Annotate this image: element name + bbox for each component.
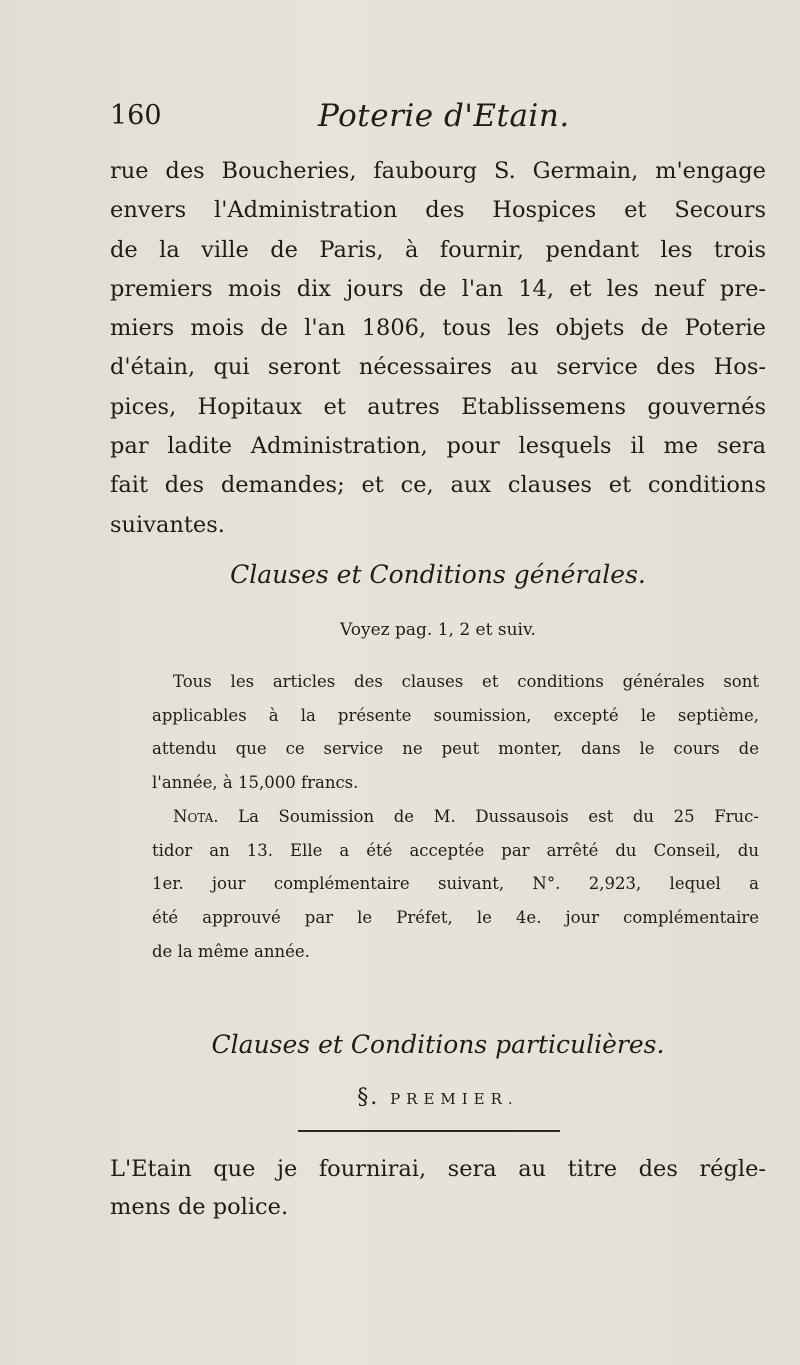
text-line: été approuvé par le Préfet, le 4e. jour complémentaire <box>152 908 759 928</box>
text-line: de la ville de Paris, à fournir, pendant les trois <box>110 236 766 263</box>
running-title: Poterie d'Etain. <box>318 98 570 134</box>
text-line: attendu que ce service ne peut monter, dans le cours de <box>152 739 759 759</box>
text-line <box>173 800 759 834</box>
text-line: l'année, à 15,000 francs. <box>152 773 359 793</box>
text-line: pices, Hopitaux et autres Etablissemens gouvernés <box>110 393 766 420</box>
section-label: PREMIER. <box>390 1090 519 1108</box>
text-line: d'étain, qui seront nécessaires au service des Hos- <box>110 354 766 381</box>
text-line: mens de police. <box>110 1194 289 1220</box>
general-clauses-note <box>152 665 759 800</box>
article-one-text <box>110 1150 766 1226</box>
heading-general-clauses: Clauses et Conditions générales. <box>230 560 646 589</box>
text-line: par ladite Administration, pour lesquels il me sera <box>110 433 766 460</box>
text-line: applicables à la présente soumission, excepté le septième, <box>152 705 759 725</box>
section-sign: §. <box>357 1085 380 1110</box>
section-marker <box>110 1085 766 1110</box>
heading-particular-clauses: Clauses et Conditions particulières. <box>211 1030 665 1059</box>
text-line: L'Etain que je fournirai, sera au titre des régle- <box>110 1156 766 1182</box>
text-line: envers l'Administration des Hospices et Secours <box>110 197 766 224</box>
text-line: suivantes. <box>110 511 225 538</box>
nota-text: La Soumission de M. Dussausois est du 25 Fruc- <box>238 807 759 826</box>
nota-label: Nota. <box>173 807 219 826</box>
text-line: de la même année. <box>152 941 310 961</box>
cross-reference: Voyez pag. 1, 2 et suiv. <box>340 620 536 640</box>
nota-paragraph <box>152 800 759 969</box>
text-line: rue des Boucheries, faubourg S. Germain, m'engage <box>110 158 766 184</box>
text-line: tidor an 13. Elle a été acceptée par arrêté du Conseil, du <box>152 840 759 860</box>
text-line: premiers mois dix jours de l'an 14, et les neuf pre- <box>110 275 766 302</box>
text-line: miers mois de l'an 1806, tous les objets de Poterie <box>110 315 766 342</box>
text-line: fait des demandes; et ce, aux clauses et conditions <box>110 472 766 499</box>
page-number: 160 <box>110 100 162 131</box>
page-header <box>110 100 750 150</box>
text-line: 1er. jour complémentaire suivant, N°. 2,923, lequel a <box>152 874 759 894</box>
text-line: Tous les articles des clauses et conditions générales sont <box>173 672 759 691</box>
divider-rule <box>298 1130 560 1132</box>
main-paragraph <box>110 152 766 545</box>
